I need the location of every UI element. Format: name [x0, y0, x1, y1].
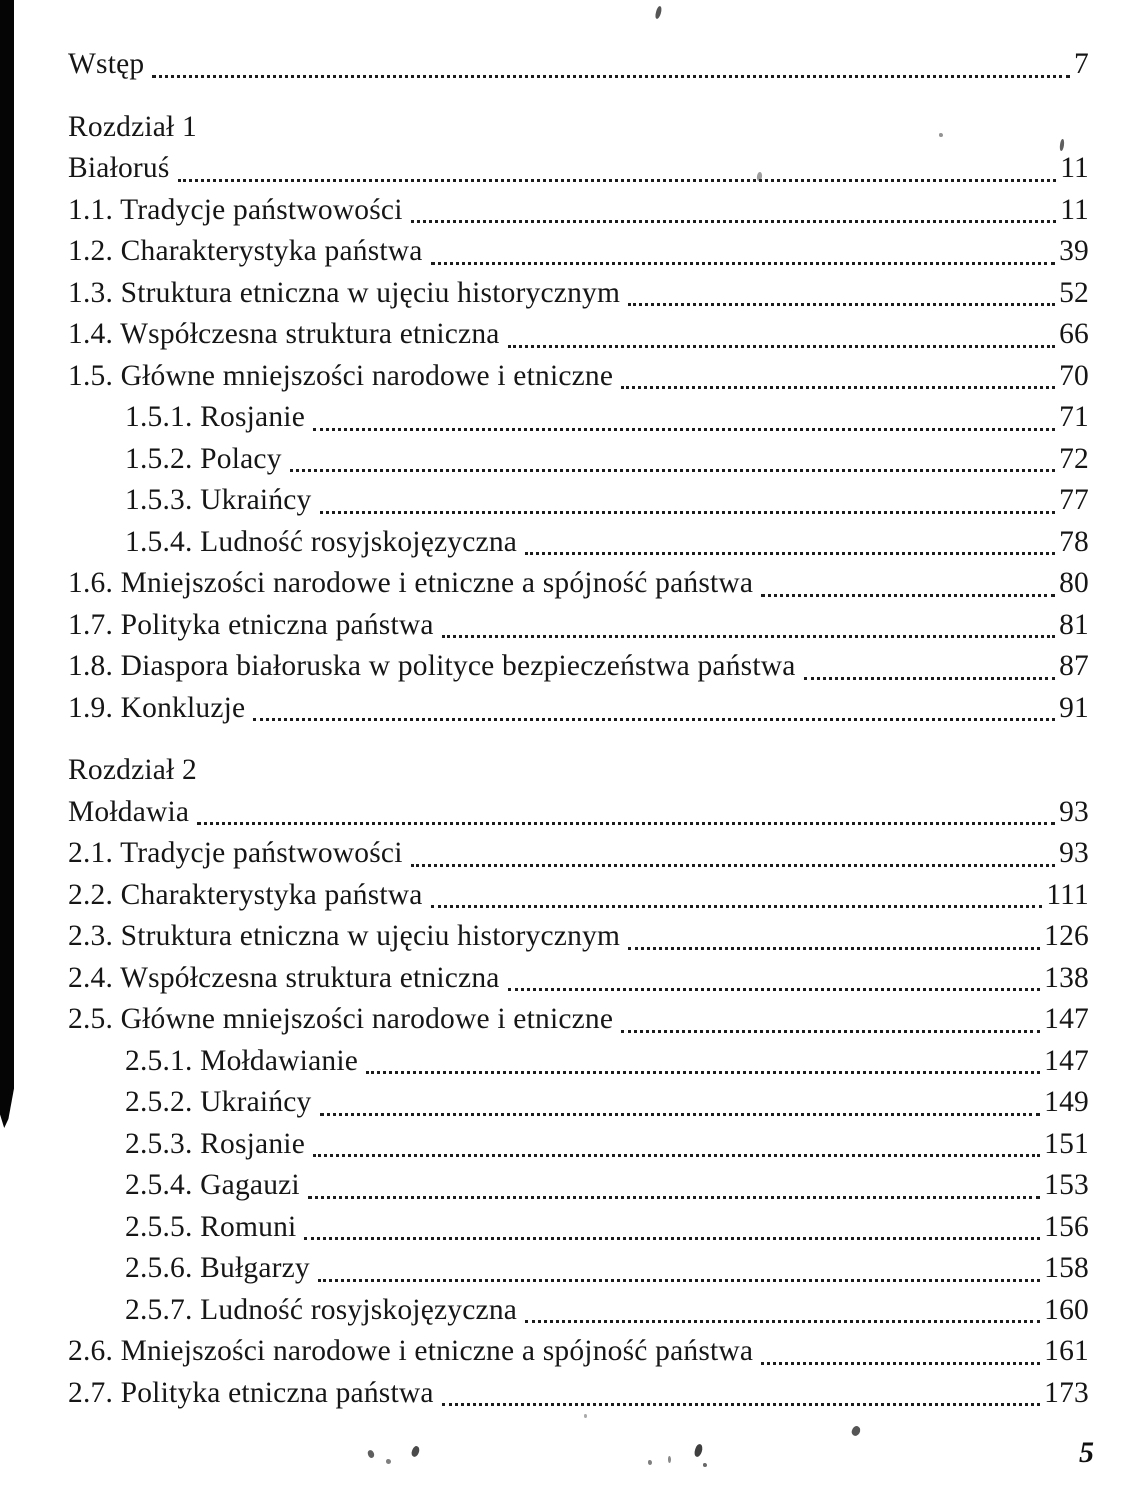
toc-entry-label: Rozdział 1 — [68, 110, 197, 143]
toc-entry-label: 2.5.2. Ukraińcy — [125, 1086, 312, 1118]
toc-entry-page: 77 — [1059, 484, 1089, 516]
toc-entry — [68, 1165, 1089, 1207]
toc-entry — [68, 439, 1089, 481]
toc-entry-page: 71 — [1059, 401, 1089, 433]
dot-leader — [431, 905, 1043, 908]
toc-entry-page: 138 — [1044, 961, 1089, 994]
dot-leader — [152, 75, 1070, 78]
toc-entry-label: 2.6. Mniejszości narodowe i etniczne a spójność państwa — [68, 1335, 754, 1367]
toc-entry-page: 81 — [1059, 608, 1089, 641]
dot-leader — [628, 303, 1055, 306]
toc-entry — [68, 231, 1089, 273]
dot-leader — [508, 988, 1041, 991]
toc-entry-page: 160 — [1044, 1293, 1089, 1326]
dot-leader — [290, 469, 1055, 472]
toc-entry-label: Mołdawia — [68, 795, 190, 828]
dot-leader — [304, 1237, 1040, 1240]
scan-speck — [850, 1425, 862, 1438]
dot-leader — [431, 262, 1056, 265]
toc-entry-page: 39 — [1059, 235, 1089, 267]
toc-entry-page: 161 — [1044, 1335, 1089, 1367]
toc-entry-label: Białoruś — [68, 152, 170, 184]
toc-entry-page: 80 — [1059, 567, 1089, 599]
toc-entry-page: 87 — [1059, 650, 1089, 682]
toc-entry — [68, 44, 1089, 86]
toc-entry-page: 93 — [1059, 795, 1089, 828]
toc-entry — [68, 356, 1089, 398]
scan-speck — [654, 6, 662, 20]
toc-entry — [68, 1082, 1089, 1124]
toc-entry-label: 2.5.1. Mołdawianie — [125, 1044, 359, 1077]
toc-entry — [68, 1373, 1089, 1415]
scan-speck — [584, 1414, 587, 1418]
toc-entry-page: 11 — [1060, 152, 1089, 184]
page-number: 5 — [1079, 1436, 1094, 1469]
toc-entry — [68, 999, 1089, 1041]
toc-entry — [68, 397, 1089, 439]
toc-entry-page: 153 — [1044, 1169, 1089, 1201]
toc-entry — [68, 1124, 1089, 1166]
toc-entry-page: 156 — [1044, 1210, 1089, 1243]
toc-entry-page: 147 — [1044, 1003, 1089, 1035]
dot-leader — [804, 677, 1056, 680]
toc-entry-page: 91 — [1059, 691, 1089, 724]
dot-leader — [621, 386, 1055, 389]
toc-entry-page: 52 — [1059, 276, 1089, 309]
toc-entry — [68, 916, 1089, 958]
toc-entry-label: 2.5.7. Ludność rosyjskojęzyczna — [125, 1293, 518, 1326]
toc-entry-label: 1.5. Główne mniejszości narodowe i etniczne — [68, 359, 614, 392]
toc-entry-label: 2.4. Współczesna struktura etniczna — [68, 961, 500, 994]
toc-entry-page: 158 — [1044, 1252, 1089, 1284]
dot-leader — [253, 718, 1055, 721]
toc-entry — [68, 190, 1089, 232]
toc-entry — [68, 688, 1089, 730]
toc-entry-page: 11 — [1060, 193, 1089, 226]
toc-entry-label: 1.1. Tradycje państwowości — [68, 193, 403, 226]
table-of-contents — [68, 44, 1089, 1414]
scan-speck — [367, 1449, 375, 1459]
toc-entry-label: 1.5.4. Ludność rosyjskojęzyczna — [125, 525, 518, 558]
toc-entry-label: 2.1. Tradycje państwowości — [68, 837, 403, 869]
toc-entry — [68, 646, 1089, 688]
dot-leader — [320, 1113, 1041, 1116]
dot-leader — [508, 345, 1055, 348]
dot-leader — [628, 947, 1040, 950]
toc-entry-page: 151 — [1044, 1127, 1089, 1160]
toc-entry-page: 93 — [1059, 837, 1089, 869]
dot-leader — [411, 864, 1055, 867]
toc-entry-page: 78 — [1059, 525, 1089, 558]
scan-speck — [386, 1459, 391, 1464]
toc-entry-label: 2.7. Polityka etniczna państwa — [68, 1376, 434, 1409]
toc-entry-label: 2.5.5. Romuni — [125, 1210, 297, 1243]
toc-entry — [68, 605, 1089, 647]
toc-entry-label: 1.5.1. Rosjanie — [125, 401, 305, 433]
toc-entry — [68, 148, 1089, 190]
toc-entry — [68, 107, 1089, 149]
toc-entry-label: 2.5. Główne mniejszości narodowe i etniczne — [68, 1003, 614, 1035]
dot-leader — [525, 1320, 1040, 1323]
scan-speck — [939, 133, 943, 137]
toc-entry — [68, 273, 1089, 315]
toc-entry-page: 72 — [1059, 442, 1089, 475]
toc-entry-page: 126 — [1044, 920, 1089, 952]
toc-entry — [68, 563, 1089, 605]
dot-leader — [411, 220, 1057, 223]
dot-leader — [197, 822, 1055, 825]
toc-entry-page: 66 — [1059, 318, 1089, 350]
toc-entry-label: 2.5.4. Gagauzi — [125, 1169, 300, 1201]
toc-entry-label: 1.5.2. Polacy — [125, 442, 282, 475]
toc-entry-label: 1.9. Konkluzje — [68, 691, 246, 724]
dot-leader — [320, 511, 1056, 514]
dot-leader — [442, 635, 1055, 638]
dot-leader — [313, 428, 1055, 431]
dot-leader — [178, 179, 1057, 182]
dot-leader — [318, 1279, 1040, 1282]
toc-entry-label: 2.2. Charakterystyka państwa — [68, 878, 423, 911]
scan-gutter-bar — [0, 0, 14, 1128]
toc-entry — [68, 750, 1089, 792]
toc-entry-label: 1.4. Współczesna struktura etniczna — [68, 318, 500, 350]
dot-leader — [621, 1030, 1040, 1033]
toc-entry — [68, 522, 1089, 564]
dot-leader — [442, 1403, 1040, 1406]
toc-entry-page: 149 — [1044, 1086, 1089, 1118]
scan-speck — [693, 1443, 704, 1458]
scan-speck — [648, 1460, 652, 1465]
toc-entry-label: 2.5.6. Bułgarzy — [125, 1252, 310, 1284]
toc-entry-label: 1.8. Diaspora białoruska w polityce bezpieczeństwa państwa — [68, 650, 796, 682]
toc-entry-page: 70 — [1059, 359, 1089, 392]
toc-entry-page: 7 — [1074, 48, 1089, 80]
toc-entry — [68, 1290, 1089, 1332]
toc-entry — [68, 958, 1089, 1000]
toc-entry-label: Rozdział 2 — [68, 754, 197, 786]
scan-speck — [410, 1445, 421, 1458]
toc-entry — [68, 314, 1089, 356]
toc-entry-label: 2.5.3. Rosjanie — [125, 1127, 305, 1160]
toc-entry-label: 1.5.3. Ukraińcy — [125, 484, 312, 516]
toc-entry-label: Wstęp — [68, 48, 145, 80]
toc-entry-label: 1.6. Mniejszości narodowe i etniczne a spójność państwa — [68, 567, 754, 599]
dot-leader — [761, 1362, 1040, 1365]
scan-speck — [703, 1463, 707, 1467]
toc-entry — [68, 1207, 1089, 1249]
toc-entry-label: 1.3. Struktura etniczna w ujęciu historycznym — [68, 276, 621, 309]
toc-entry — [68, 1248, 1089, 1290]
toc-entry-page: 147 — [1044, 1044, 1089, 1077]
toc-entry — [68, 875, 1089, 917]
dot-leader — [313, 1154, 1040, 1157]
dot-leader — [525, 552, 1055, 555]
dot-leader — [761, 594, 1055, 597]
toc-entry — [68, 792, 1089, 834]
toc-entry-label: 1.2. Charakterystyka państwa — [68, 235, 423, 267]
toc-entry-label: 1.7. Polityka etniczna państwa — [68, 608, 434, 641]
toc-entry-page: 173 — [1044, 1376, 1089, 1409]
dot-leader — [366, 1071, 1040, 1074]
toc-entry — [68, 480, 1089, 522]
toc-entry-label: 2.3. Struktura etniczna w ujęciu historycznym — [68, 920, 621, 952]
toc-entry — [68, 1331, 1089, 1373]
scan-speck — [668, 1456, 671, 1463]
toc-entry — [68, 833, 1089, 875]
toc-entry — [68, 1041, 1089, 1083]
toc-entry-page: 111 — [1046, 878, 1089, 911]
dot-leader — [308, 1196, 1040, 1199]
